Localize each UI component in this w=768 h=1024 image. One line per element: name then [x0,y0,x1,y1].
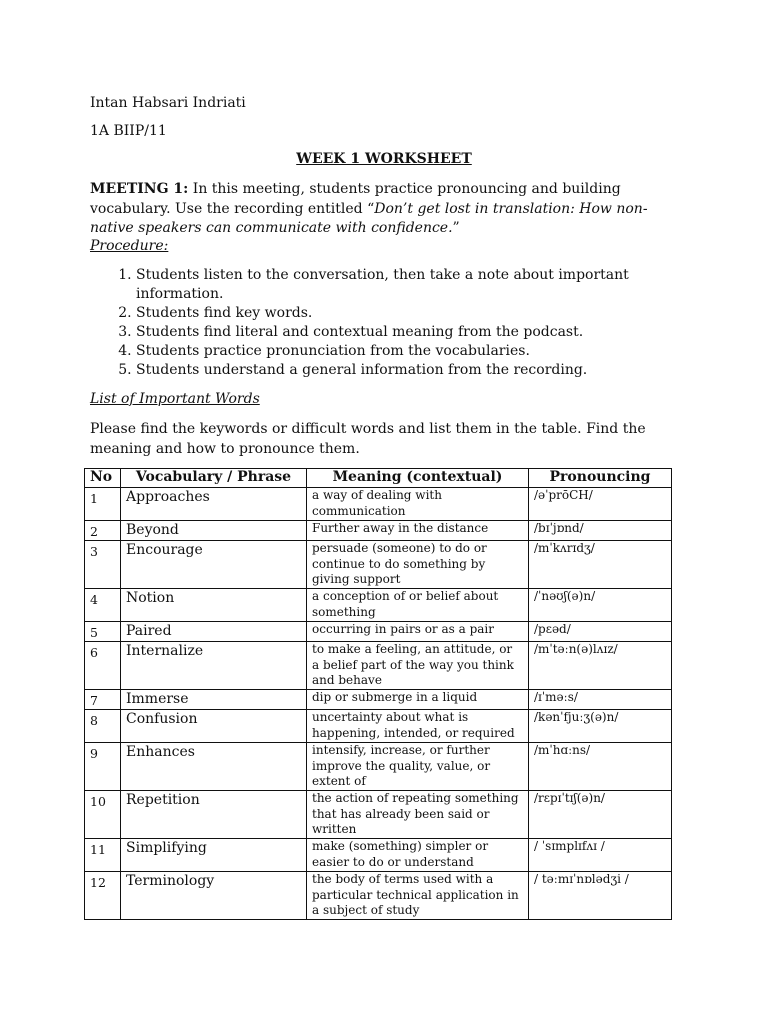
table-row [85,589,672,622]
procedure-step: 1. Students listen to the conversation, then take a note about important information. [136,266,676,304]
header-vocabulary: Vocabulary / Phrase [121,469,307,488]
row-vocabulary: Simplifying [121,839,307,872]
row-meaning: the action of repeating something that has already been said or written [307,791,529,839]
row-number: 3 [85,541,121,589]
row-vocabulary: Notion [121,589,307,622]
meeting-intro: In this meeting, students practice pronouncing and building vocabulary. Use the recording entitled “ [90,181,621,217]
row-vocabulary: Terminology [121,872,307,920]
row-vocabulary: Repetition [121,791,307,839]
row-number: 8 [85,710,121,743]
page-title: WEEK 1 WORKSHEET [296,151,472,167]
row-meaning: dip or submerge in a liquid [307,690,529,710]
row-number: 4 [85,589,121,622]
table-row [85,791,672,839]
row-pronouncing: /bɪˈjɒnd/ [529,521,672,541]
table-row [85,488,672,521]
table-row [85,710,672,743]
row-pronouncing: /ɪˈməːs/ [529,690,672,710]
header-pronouncing: Pronouncing [529,469,672,488]
row-pronouncing: /mˈkʌrɪdʒ/ [529,541,672,589]
row-pronouncing: /əˈprōCH/ [529,488,672,521]
header-meaning: Meaning (contextual) [307,469,529,488]
table-row [85,743,672,791]
row-meaning: persuade (someone) to do or continue to do something by giving support [307,541,529,589]
table-row [85,642,672,690]
table-row [85,872,672,920]
row-number: 9 [85,743,121,791]
procedure-label: Procedure: [90,238,169,254]
vocabulary-table [84,468,672,920]
table-row [85,541,672,589]
procedure-list [90,266,676,380]
procedure-step: 2. Students find key words. [136,304,676,323]
meeting-description [90,180,680,239]
row-vocabulary: Immerse [121,690,307,710]
student-name: Intan Habsari Indriati [90,95,246,111]
row-pronouncing: / ˈsɪmplɪfʌɪ / [529,839,672,872]
row-meaning: occurring in pairs or as a pair [307,622,529,642]
row-number: 7 [85,690,121,710]
row-vocabulary: Encourage [121,541,307,589]
header-no: No [85,469,121,488]
row-vocabulary: Paired [121,622,307,642]
row-meaning: Further away in the distance [307,521,529,541]
procedure-step: 3. Students find literal and contextual meaning from the podcast. [136,323,676,342]
row-vocabulary: Beyond [121,521,307,541]
table-row [85,690,672,710]
row-meaning: the body of terms used with a particular technical application in a subject of study [307,872,529,920]
row-pronouncing: /ˈnəʊʃ(ə)n/ [529,589,672,622]
table-row [85,839,672,872]
class-code: 1A BIIP/11 [90,123,167,139]
quote-close: ” [452,220,460,236]
row-number: 6 [85,642,121,690]
row-meaning: to make a feeling, an attitude, or a belief part of the way you think and behave [307,642,529,690]
row-meaning: make (something) simpler or easier to do or understand [307,839,529,872]
row-number: 2 [85,521,121,541]
row-pronouncing: /mˈtəːn(ə)lʌɪz/ [529,642,672,690]
row-number: 12 [85,872,121,920]
row-pronouncing: /kənˈfjuːʒ(ə)n/ [529,710,672,743]
table-row [85,521,672,541]
row-pronouncing: /pɛəd/ [529,622,672,642]
row-number: 10 [85,791,121,839]
list-label: List of Important Words [90,391,260,407]
procedure-step: 5. Students understand a general information from the recording. [136,361,676,380]
row-number: 1 [85,488,121,521]
recording-title: Don’t get lost in translation: How non-native speakers can communicate with confidence. [90,200,648,236]
row-pronouncing: /rɛpɪˈtɪʃ(ə)n/ [529,791,672,839]
table-row [85,622,672,642]
row-meaning: a conception of or belief about something [307,589,529,622]
row-vocabulary: Internalize [121,642,307,690]
row-number: 5 [85,622,121,642]
row-vocabulary: Approaches [121,488,307,521]
row-vocabulary: Confusion [121,710,307,743]
row-meaning: a way of dealing with communication [307,488,529,521]
row-vocabulary: Enhances [121,743,307,791]
procedure-step: 4. Students practice pronunciation from the vocabularies. [136,342,676,361]
row-pronouncing: / təːmɪˈnɒlədʒi / [529,872,672,920]
table-header-row [85,469,672,488]
row-meaning: uncertainty about what is happening, intended, or required [307,710,529,743]
instructions: Please find the keywords or difficult words and list them in the table. Find the meaning and how to pronounce them. [90,421,646,457]
row-number: 11 [85,839,121,872]
row-pronouncing: /mˈhɑːns/ [529,743,672,791]
meeting-label: MEETING 1: [90,181,189,197]
row-meaning: intensify, increase, or further improve the quality, value, or extent of [307,743,529,791]
